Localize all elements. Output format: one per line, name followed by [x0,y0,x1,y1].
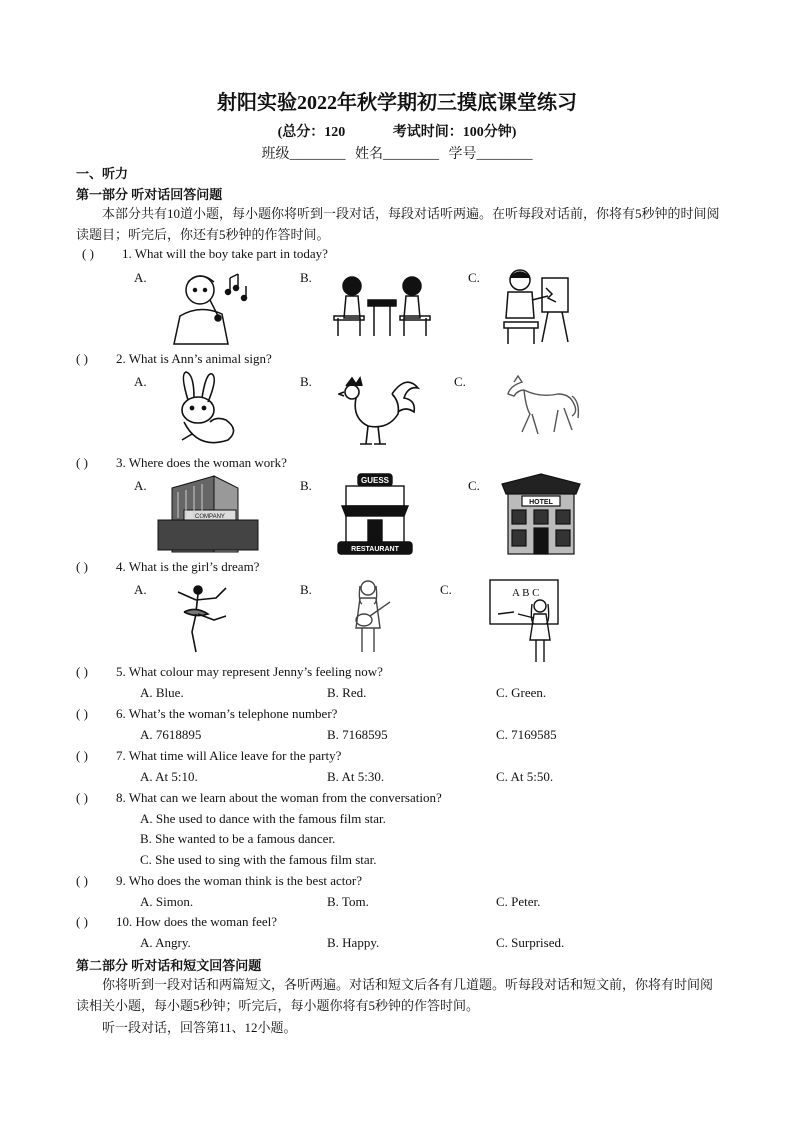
page-title: 射阳实验2022年秋学期初三摸底课堂练习 [217,92,577,114]
section-heading: 一、听力 [76,166,129,181]
option-b: B. 7168595 [327,727,388,742]
option-c: C. Peter. [496,894,541,909]
boy-painting-image [498,266,574,346]
option-a: A. [134,478,147,493]
option-b: B. Happy. [327,935,380,950]
option-b: B. Tom. [327,894,369,909]
option-a: A. [134,270,147,285]
option-c: C. 7169585 [496,727,557,742]
option-a: A. 7618895 [140,727,202,742]
option-c: C. She used to sing with the famous film star. [140,852,377,867]
hotel-image [498,472,584,556]
number-field[interactable]: 学号________ [448,147,533,162]
rooster-image [338,368,422,448]
company-building-image [154,472,264,556]
answer-bracket[interactable]: ( ) [76,873,88,888]
question-7: 7. What time will Alice leave for the party? [116,748,342,763]
guess-sign-text: GUESS [360,476,390,485]
answer-bracket[interactable]: ( ) [76,790,88,805]
option-a: A. Blue. [140,685,184,700]
student-info [0,143,794,163]
question-1: 1. What will the boy take part in today? [122,246,328,261]
answer-bracket[interactable]: ( ) [76,455,88,470]
option-a: A. At 5:10. [140,769,198,784]
option-a: A. She used to dance with the famous film star. [140,811,386,826]
question-2: 2. What is Ann’s animal sign? [116,351,272,366]
restaurant-image [334,470,416,556]
option-b: B. [300,374,312,389]
board-letters-text: A B C [512,587,540,599]
option-c: C. [454,374,466,389]
option-b: B. Red. [327,685,367,700]
answer-bracket[interactable]: ( ) [82,246,94,261]
option-a: A. [134,582,147,597]
option-c: C. At 5:50. [496,769,554,784]
question-8: 8. What can we learn about the woman from the conversation? [116,790,442,805]
option-a: A. Angry. [140,935,191,950]
option-c: C. Surprised. [496,935,565,950]
answer-bracket[interactable]: ( ) [76,914,88,929]
question-3: 3. Where does the woman work? [116,455,287,470]
company-sign-text: COMPANY [195,514,225,520]
answer-bracket[interactable]: ( ) [76,748,88,763]
option-b: B. [300,270,312,285]
option-b: B. She wanted to be a famous dancer. [140,831,336,846]
question-6: 6. What’s the woman’s telephone number? [116,706,338,721]
total-score: (总分：120 [277,125,346,140]
part2-instruction: 听一段对话，回答第11、12小题。 [102,1020,297,1035]
part1-intro: 本部分共有10道小题，每小题你将听到一段对话，每段对话听两遍。在听每段对话前，你将有5秒钟的时间阅读题目；听完后，你还有5秒钟的作答时间。 [76,206,720,242]
answer-bracket[interactable]: ( ) [76,351,88,366]
question-5: 5. What colour may represent Jenny’s feeling now? [116,664,383,679]
option-b: B. [300,478,312,493]
answer-bracket[interactable]: ( ) [76,664,88,679]
ballet-dancer-image [156,582,228,656]
option-c: C. [468,478,480,493]
question-10: 10. How does the woman feel? [116,914,278,929]
kids-chess-image [330,270,434,340]
answer-bracket[interactable]: ( ) [76,559,88,574]
answer-bracket[interactable]: ( ) [76,706,88,721]
part2-intro: 你将听到一段对话和两篇短文，各听两遍。对话和短文后各有几道题。听每段对话和短文前，你将有时间阅读相关小题，每小题5秒钟；听完后，每小题你将有5秒钟的作答时间。 [76,977,714,1013]
horse-image [500,372,580,442]
exam-meta [0,121,794,141]
restaurant-banner-text: RESTAURANT [351,546,399,553]
option-c: C. [440,582,452,597]
question-9: 9. Who does the woman think is the best actor? [116,873,362,888]
part2-heading: 第二部分 听对话和短文回答问题 [76,958,262,973]
option-c: C. [468,270,480,285]
part1-heading: 第一部分 听对话回答问题 [76,187,223,202]
rabbit-image [162,370,242,450]
teacher-blackboard-image [488,578,562,664]
hotel-sign-text: HOTEL [529,499,553,506]
class-field[interactable]: 班级________ [261,147,346,162]
option-b: B. [300,582,312,597]
option-a: A. Simon. [140,894,194,909]
boy-singing-image [160,268,260,346]
option-c: C. Green. [496,685,547,700]
option-a: A. [134,374,147,389]
girl-guitar-image [344,578,394,658]
option-b: B. At 5:30. [327,769,385,784]
name-field[interactable]: 姓名________ [355,147,439,162]
question-4: 4. What is the girl’s dream? [116,559,260,574]
exam-time: 考试时间：100分钟) [392,125,517,140]
